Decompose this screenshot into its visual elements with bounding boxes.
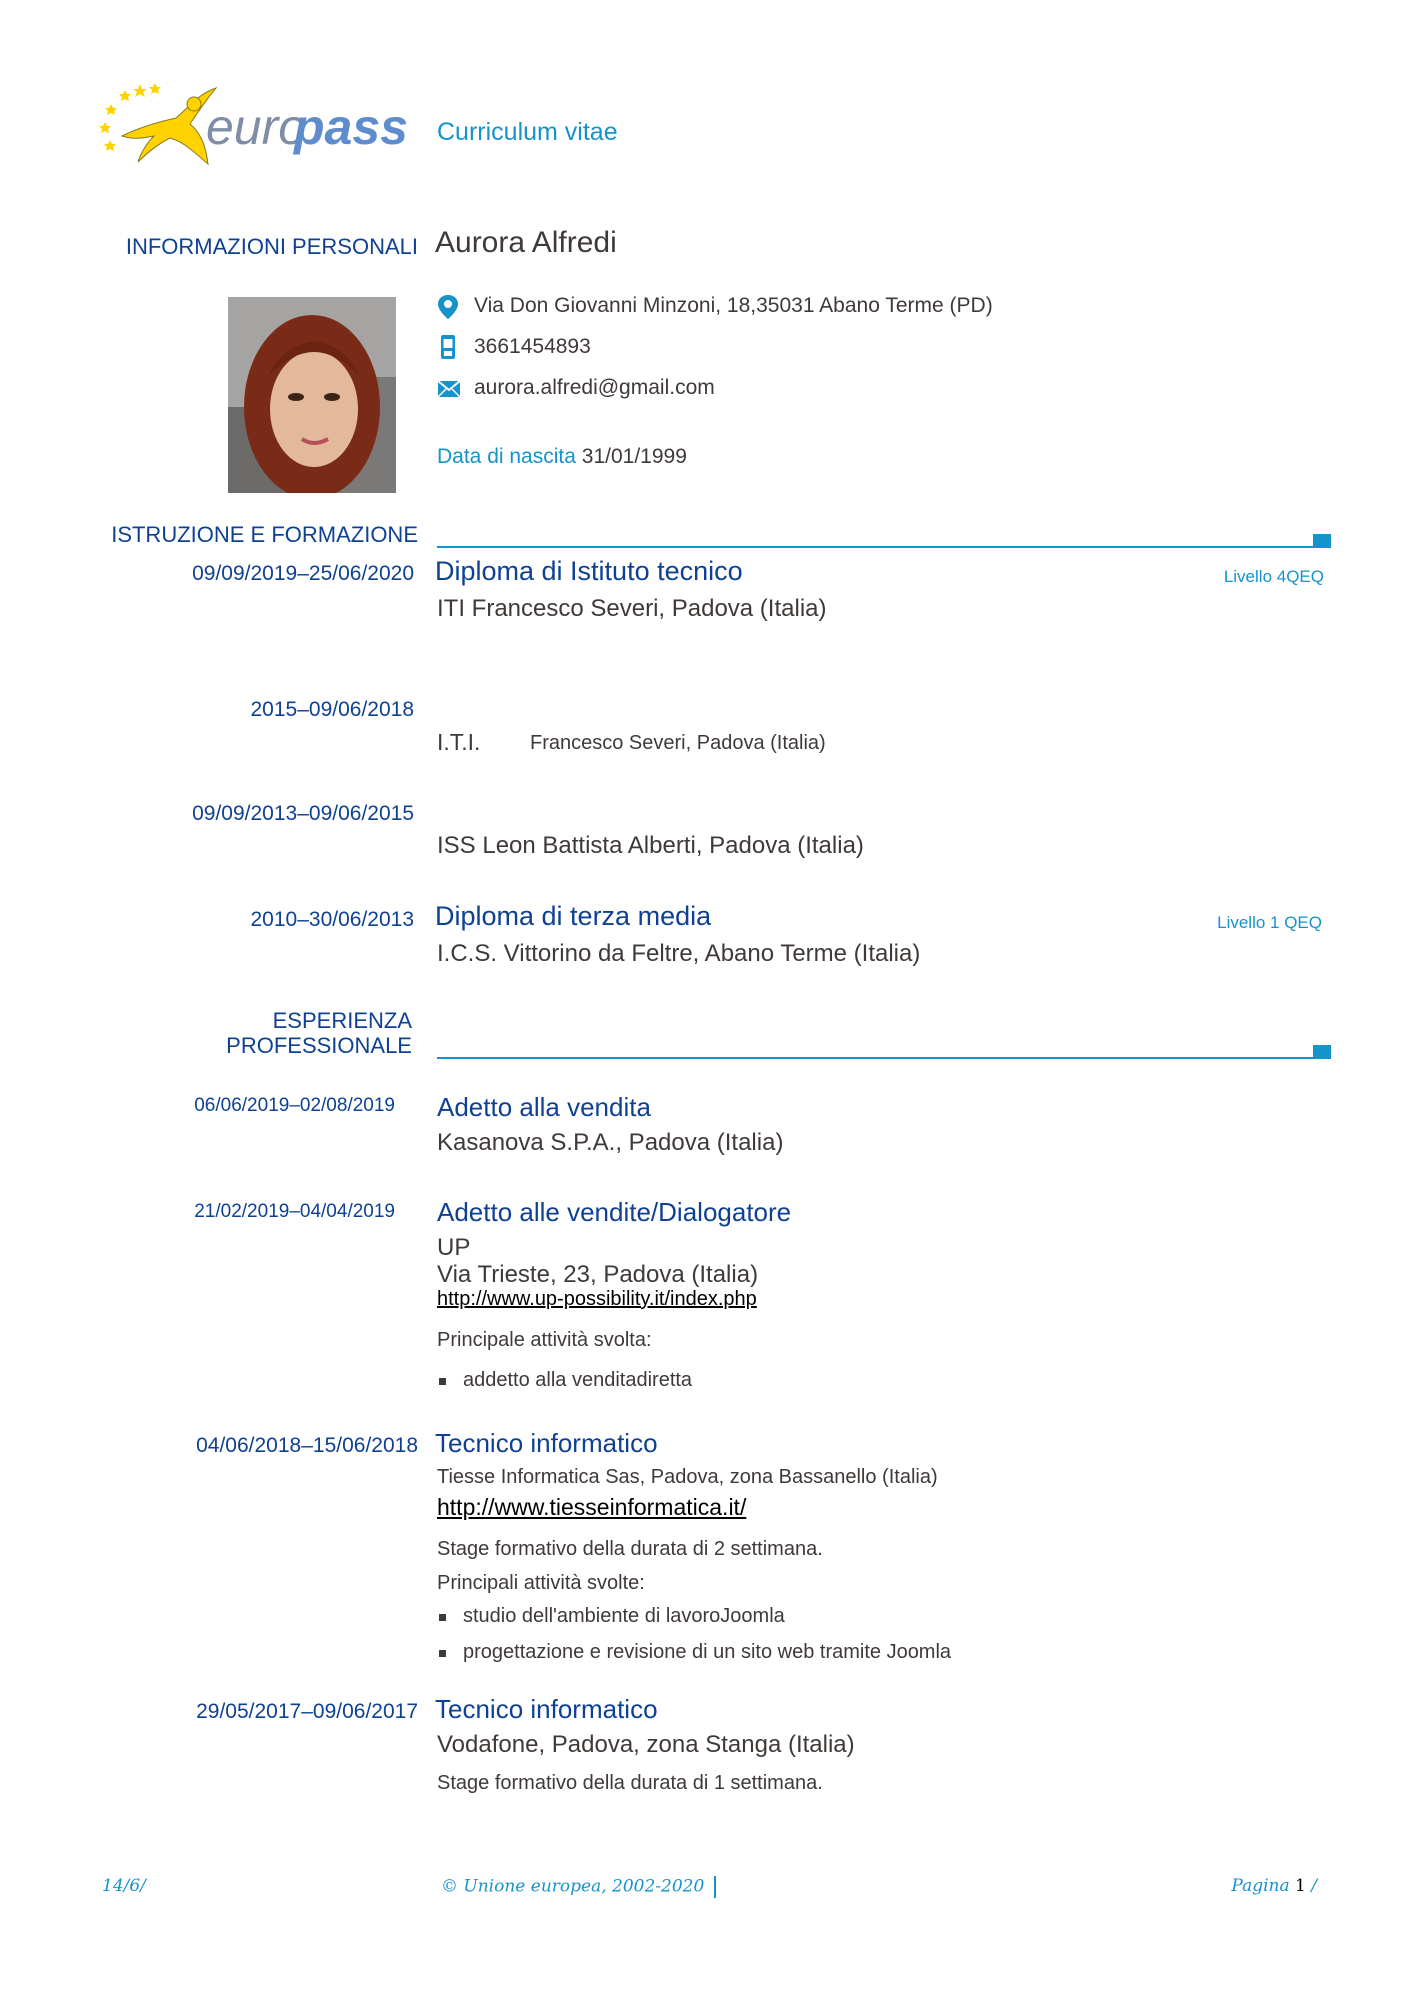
edu-org-detail: Francesco Severi, Padova (Italia) — [530, 732, 826, 754]
birth-date-row — [437, 445, 687, 469]
footer-page — [1231, 1876, 1317, 1896]
bullet-marker — [439, 1614, 446, 1621]
edu-dates: 2010–30/06/2013 — [250, 908, 414, 931]
envelope-icon — [437, 380, 461, 398]
exp-activities-label: Principali attività svolte: — [437, 1572, 645, 1594]
birth-date-label: Data di nascita — [437, 445, 576, 468]
exp-dates: 29/05/2017–09/06/2017 — [196, 1700, 418, 1723]
birth-date-value: 31/01/1999 — [581, 445, 687, 468]
exp-note: Stage formativo della durata di 1 settimana. — [437, 1772, 823, 1794]
exp-website-link[interactable]: http://www.tiesseinformatica.it/ — [437, 1494, 747, 1520]
footer-copyright-text: © Unione europea, 2002-2020 — [441, 1876, 705, 1897]
profile-photo — [228, 297, 396, 493]
edu-org: ITI Francesco Severi, Padova (Italia) — [437, 595, 827, 622]
exp-activity-item: addetto alla venditadiretta — [463, 1369, 693, 1391]
exp-website-link[interactable]: http://www.up-possibility.it/index.php — [437, 1288, 757, 1310]
location-pin-icon — [437, 294, 459, 320]
exp-note: Stage formativo della durata di 2 settimana. — [437, 1538, 823, 1560]
edu-title: Diploma di Istituto tecnico — [435, 556, 743, 586]
exp-activity-item: progettazione e revisione di un sito web tramite Joomla — [463, 1641, 952, 1663]
exp-address: Via Trieste, 23, Padova (Italia) — [437, 1261, 759, 1288]
section-divider-education — [437, 546, 1331, 548]
europass-logo — [98, 78, 408, 178]
phone-text: 3661454893 — [474, 335, 591, 358]
exp-title: Tecnico informatico — [435, 1428, 658, 1458]
exp-dates: 06/06/2019–02/08/2019 — [194, 1095, 395, 1116]
footer-page-label: Pagina — [1231, 1876, 1290, 1896]
edu-title: Diploma di terza media — [435, 901, 712, 931]
edu-level: Livello 1 QEQ — [1217, 913, 1322, 932]
exp-dates: 21/02/2019–04/04/2019 — [194, 1201, 395, 1222]
exp-activities-label: Principale attività svolta: — [437, 1329, 652, 1351]
footer-copyright — [441, 1876, 716, 1898]
logo-text-pass: pass — [294, 99, 408, 155]
exp-title: Tecnico informatico — [435, 1694, 658, 1724]
section-label-personal: INFORMAZIONI PERSONALI — [125, 234, 418, 259]
exp-title: Adetto alle vendite/Dialogatore — [437, 1197, 792, 1227]
edu-org: ISS Leon Battista Alberti, Padova (Italia) — [437, 832, 864, 859]
exp-org: Tiesse Informatica Sas, Padova, zona Bassanello (Italia) — [437, 1466, 938, 1488]
mobile-phone-icon — [439, 334, 457, 360]
exp-org: Kasanova S.P.A., Padova (Italia) — [437, 1129, 784, 1156]
edu-dates: 09/09/2019–25/06/2020 — [192, 562, 414, 585]
edu-org: I.C.S. Vittorino da Feltre, Abano Terme (Italia) — [437, 940, 921, 967]
edu-org: I.T.I. — [437, 729, 481, 755]
section-label-experience-2: PROFESSIONALE — [226, 1033, 412, 1058]
section-label-experience: ESPERIENZA — [272, 1008, 412, 1033]
address-text: Via Don Giovanni Minzoni, 18,35031 Abano Terme (PD) — [474, 294, 993, 317]
edu-level: Livello 4QEQ — [1223, 567, 1324, 586]
edu-dates: 2015–09/06/2018 — [250, 698, 414, 721]
bullet-marker — [439, 1378, 446, 1385]
exp-title: Adetto alla vendita — [437, 1092, 651, 1122]
document-title: Curriculum vitae — [437, 118, 618, 146]
footer-date: 14/6/ — [102, 1876, 146, 1896]
email-text[interactable]: aurora.alfredi@gmail.com — [474, 376, 715, 399]
exp-org: Vodafone, Padova, zona Stanga (Italia) — [437, 1731, 855, 1758]
footer-page-number: 1 — [1295, 1876, 1306, 1896]
footer-divider — [714, 1876, 716, 1898]
section-divider-marker — [1313, 1045, 1331, 1059]
logo-text-euro: euro — [206, 99, 307, 155]
edu-dates: 09/09/2013–09/06/2015 — [192, 802, 414, 825]
person-name: Aurora Alfredi — [435, 226, 617, 259]
section-divider-marker — [1313, 534, 1331, 548]
exp-dates: 04/06/2018–15/06/2018 — [196, 1434, 418, 1457]
footer-page-separator: / — [1311, 1876, 1317, 1896]
exp-org: UP — [437, 1234, 471, 1261]
bullet-marker — [439, 1650, 446, 1657]
section-divider-experience — [437, 1057, 1331, 1059]
section-label-education: ISTRUZIONE E FORMAZIONE — [111, 522, 418, 547]
exp-activity-item: studio dell'ambiente di lavoroJoomla — [463, 1605, 785, 1627]
